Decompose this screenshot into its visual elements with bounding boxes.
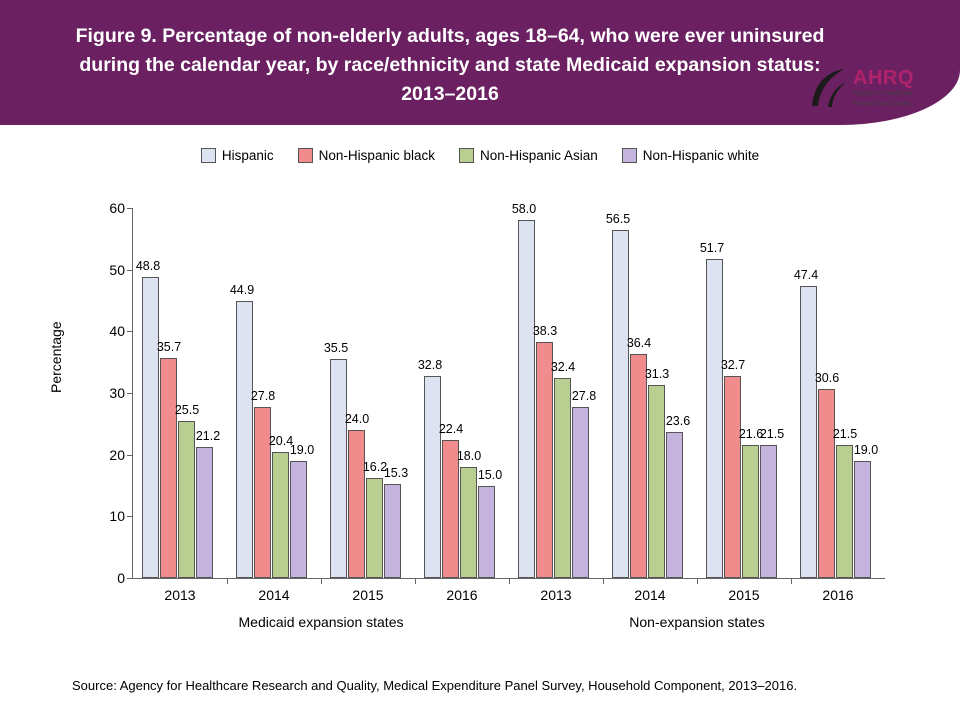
y-axis-label: Percentage [48,321,64,393]
x-axis-tick-mark [415,578,416,584]
legend-item[interactable] [298,148,435,163]
footer-divider [0,662,960,663]
bar [142,277,159,578]
y-axis-tick-label: 20 [109,446,125,463]
bar [572,407,589,578]
x-axis-tick-mark [227,578,228,584]
chart-legend [0,148,960,163]
y-axis-tick-label: 60 [109,200,125,216]
ahrq-swoosh-icon [808,66,848,110]
bar [478,486,495,579]
bar-value-label: 23.6 [665,414,691,429]
bar-value-label: 21.2 [195,429,221,444]
legend-label: Non-Hispanic Asian [479,148,598,163]
bar [760,445,777,578]
legend-label: Non-Hispanic black [318,148,435,163]
page-title: Figure 9. Percentage of non-elderly adults, ages 18–64, who were ever uninsured during the calendar year, by race/ethnicity and state Medicaid expansion status: 2013–2016 [75,25,825,105]
bar [818,389,835,578]
x-axis-tick-label: 2015 [352,587,384,603]
ahrq-logo [808,62,938,114]
bar [178,421,195,578]
bar-value-label: 32.4 [550,360,576,375]
bar [254,407,271,578]
bar-value-label: 27.8 [571,388,597,403]
y-axis-tick-label: 40 [109,323,125,340]
x-axis-tick-mark [603,578,604,584]
bar [366,478,383,578]
legend-swatch-icon [298,148,313,163]
legend-swatch-icon [622,148,637,163]
x-axis-tick-label: 2015 [728,587,760,603]
bar-value-label: 16.2 [362,460,388,475]
bar [742,445,759,578]
bar-value-label: 56.5 [605,211,631,226]
bar-value-label: 27.8 [250,388,276,403]
x-axis-group-label: Medicaid expansion states [238,614,404,630]
x-axis-tick-label: 2014 [258,587,290,603]
plot-region [109,200,885,630]
x-axis-tick-mark [791,578,792,584]
y-axis-tick-mark [127,208,133,209]
bar [348,430,365,578]
x-axis-group-label: Non-expansion states [629,614,765,630]
bar [236,301,253,578]
y-axis-tick-mark [127,331,133,332]
bar [612,230,629,578]
y-axis-tick-label: 10 [109,508,125,525]
bar-value-label: 47.4 [793,267,819,282]
bar-series-container [133,202,885,578]
bar [836,445,853,578]
bar [160,358,177,578]
bar-value-label: 48.8 [135,259,161,274]
x-axis-tick-label: 2014 [634,587,666,603]
bar-value-label: 44.9 [229,283,255,298]
legend-swatch-icon [201,148,216,163]
bar-value-label: 30.6 [814,371,840,386]
bar [424,376,441,578]
bar-value-label: 19.0 [289,442,315,457]
bar [290,461,307,578]
x-axis-tick-label: 2016 [446,587,478,603]
bar-value-label: 36.4 [626,335,652,350]
bar-value-label: 15.0 [477,467,503,482]
ahrq-sub-line1: Agency for Healthcare [853,91,913,97]
bar-value-label: 58.0 [511,202,537,217]
y-axis-tick-mark [127,270,133,271]
ahrq-wordmark [853,68,914,108]
bar [648,385,665,578]
bar-value-label: 31.3 [644,366,670,381]
bar [536,342,553,578]
bar-value-label: 22.4 [438,421,464,436]
bar [330,359,347,578]
chart-area [0,185,960,645]
ahrq-sub-line2: Research and Quality [853,101,911,107]
bar-value-label: 24.0 [344,412,370,426]
bar-value-label: 32.8 [417,357,443,372]
bar [800,286,817,578]
y-axis-tick-label: 50 [109,261,125,278]
bar-value-label: 21.5 [759,427,785,442]
legend-item[interactable] [622,148,759,163]
legend-label: Hispanic [221,148,274,163]
bar [554,378,571,578]
bar [196,447,213,578]
bar-value-label: 51.7 [699,241,725,256]
bar [384,484,401,578]
bar-value-label: 19.0 [853,442,879,457]
bar-value-label: 25.5 [174,402,200,417]
x-axis-tick-label: 2013 [164,587,196,603]
bar-value-label: 18.0 [456,449,482,463]
y-axis-tick-mark [127,455,133,456]
bar-value-label: 21.6 [738,426,764,441]
x-axis-tick-mark [509,578,510,584]
bar-value-label: 20.4 [268,434,294,449]
bar-value-label: 32.7 [720,358,746,373]
bar-value-label: 38.3 [532,323,558,338]
bar [666,432,683,578]
y-axis-tick-mark [127,393,133,394]
x-axis-tick-mark [321,578,322,584]
legend-swatch-icon [459,148,474,163]
y-axis-tick-label: 0 [117,570,125,586]
bar [630,354,647,578]
y-axis-tick-mark [127,578,133,579]
legend-item[interactable] [201,148,274,163]
x-axis-tick-label: 2016 [822,587,854,603]
legend-item[interactable] [459,148,598,163]
bar [272,452,289,578]
bar [518,220,535,578]
bar [724,376,741,578]
bar-value-label: 35.5 [323,341,349,356]
source-note: Source: Agency for Healthcare Research and Quality, Medical Expenditure Panel Survey, Household Component, 2013–2016. [72,678,798,693]
x-axis-tick-mark [697,578,698,584]
y-axis-tick-mark [127,516,133,517]
x-axis-tick-label: 2013 [540,587,572,603]
y-axis-tick-label: 30 [109,385,125,401]
bar [854,461,871,578]
ahrq-name: AHRQ [853,67,914,89]
bar-value-label: 21.5 [832,427,858,442]
bar-value-label: 35.7 [156,339,182,354]
bar-value-label: 15.3 [383,465,409,480]
legend-label: Non-Hispanic white [642,148,760,163]
bar [706,259,723,578]
bar [460,467,477,578]
